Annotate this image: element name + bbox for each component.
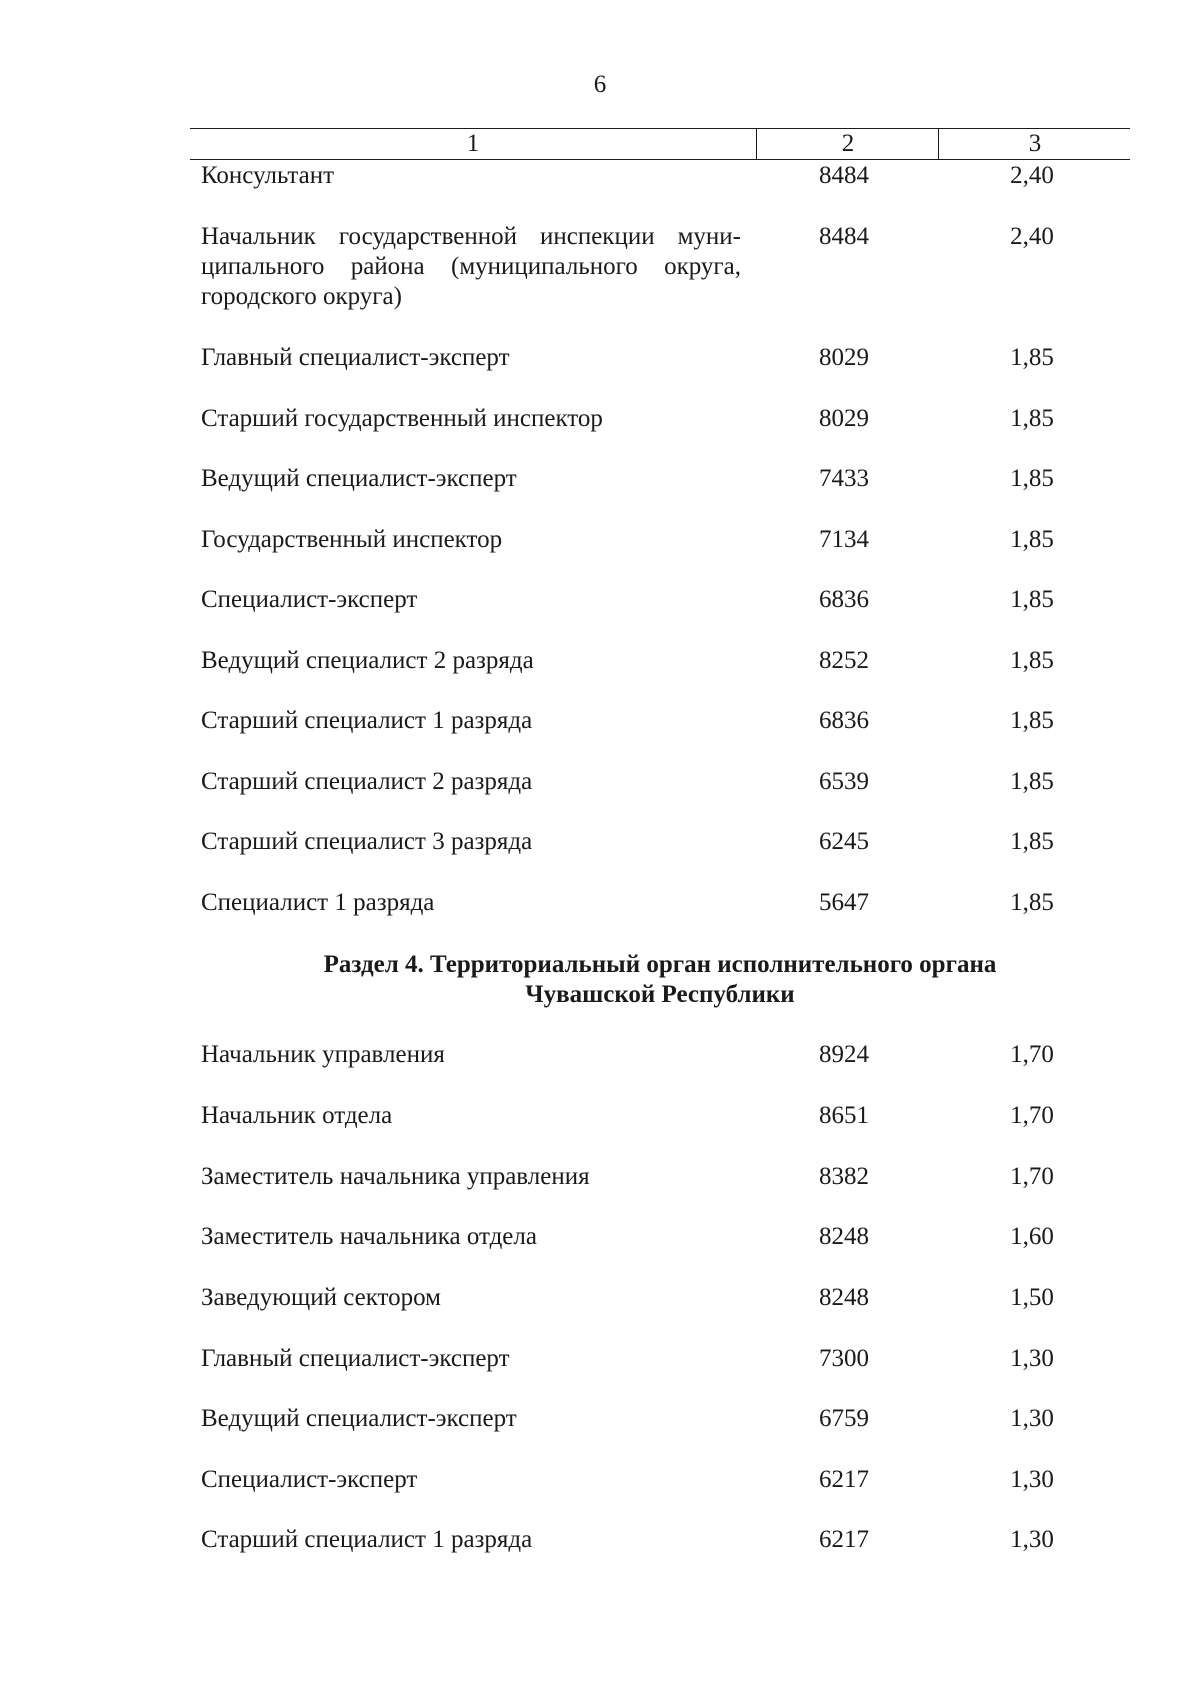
position-name bbox=[201, 767, 741, 797]
coefficient-value: 1,50 bbox=[1010, 1284, 1054, 1311]
position-name-line: Ведущий специалист-эксперт bbox=[201, 1405, 517, 1432]
coefficient-value: 1,30 bbox=[1010, 1405, 1054, 1432]
salary-value: 8924 bbox=[819, 1041, 869, 1068]
section-4-title bbox=[0, 950, 1200, 1010]
position-name bbox=[201, 1222, 741, 1252]
salary-value: 7300 bbox=[819, 1345, 869, 1372]
position-name bbox=[201, 1465, 741, 1495]
position-name bbox=[201, 1162, 741, 1192]
position-name bbox=[201, 827, 741, 857]
position-name-line: Начальник государственной инспекции муни- bbox=[201, 223, 741, 250]
position-name-line: Заведующий сектором bbox=[201, 1284, 441, 1311]
position-name-line: Ведущий специалист-эксперт bbox=[201, 465, 517, 492]
column-header-3: 3 bbox=[938, 129, 1131, 159]
salary-value: 6539 bbox=[819, 768, 869, 795]
salary-value: 7134 bbox=[819, 526, 869, 553]
position-name bbox=[201, 1283, 741, 1313]
position-name-line: Консультант bbox=[201, 162, 335, 189]
salary-value: 6759 bbox=[819, 1405, 869, 1432]
coefficient-value: 1,70 bbox=[1010, 1163, 1054, 1190]
salary-value: 7433 bbox=[819, 465, 869, 492]
coefficient-value: 1,85 bbox=[1010, 828, 1054, 855]
position-name-line: Старший специалист 1 разряда bbox=[201, 1526, 533, 1553]
coefficient-value: 2,40 bbox=[1010, 162, 1054, 189]
salary-value: 8382 bbox=[819, 1163, 869, 1190]
salary-value: 8029 bbox=[819, 344, 869, 371]
position-name-line: Ведущий специалист 2 разряда bbox=[201, 647, 534, 674]
salary-value: 6836 bbox=[819, 586, 869, 613]
column-header-2: 2 bbox=[756, 129, 939, 159]
coefficient-value: 1,60 bbox=[1010, 1223, 1054, 1250]
position-name-line: Старший специалист 1 разряда bbox=[201, 707, 533, 734]
page-number: 6 bbox=[593, 71, 607, 98]
coefficient-value: 1,85 bbox=[1010, 344, 1054, 371]
coefficient-value: 1,85 bbox=[1010, 526, 1054, 553]
coefficient-value: 1,85 bbox=[1010, 647, 1054, 674]
position-name bbox=[201, 1344, 741, 1374]
section-4-title-line-2: Чувашской Республики bbox=[525, 981, 795, 1008]
position-name bbox=[201, 525, 741, 555]
position-name-line: Заместитель начальника управления bbox=[201, 1163, 590, 1190]
salary-value: 8248 bbox=[819, 1284, 869, 1311]
coefficient-value: 1,30 bbox=[1010, 1345, 1054, 1372]
salary-value: 5647 bbox=[819, 889, 869, 916]
position-name-line: Старший специалист 3 разряда bbox=[201, 828, 533, 855]
salary-value: 8248 bbox=[819, 1223, 869, 1250]
coefficient-value: 1,30 bbox=[1010, 1526, 1054, 1553]
position-name bbox=[201, 1101, 741, 1131]
section-4-title-line-1: Раздел 4. Территориальный орган исполнительного органа bbox=[323, 951, 997, 978]
coefficient-value: 1,85 bbox=[1010, 707, 1054, 734]
salary-value: 8484 bbox=[819, 223, 869, 250]
salary-value: 6245 bbox=[819, 828, 869, 855]
position-name-line: Специалист-эксперт bbox=[201, 1466, 418, 1493]
position-name bbox=[201, 888, 741, 918]
position-name bbox=[201, 343, 741, 373]
position-name bbox=[201, 161, 741, 191]
salary-value: 8651 bbox=[819, 1102, 869, 1129]
position-name-line: Главный специалист-эксперт bbox=[201, 344, 510, 371]
position-name-line: Специалист-эксперт bbox=[201, 586, 418, 613]
coefficient-value: 1,30 bbox=[1010, 1466, 1054, 1493]
salary-value: 6217 bbox=[819, 1526, 869, 1553]
position-name-line: Заместитель начальника отдела bbox=[201, 1223, 537, 1250]
position-name-line: Главный специалист-эксперт bbox=[201, 1345, 510, 1372]
position-name bbox=[201, 464, 741, 494]
position-name-line: Старший специалист 2 разряда bbox=[201, 768, 533, 795]
coefficient-value: 1,85 bbox=[1010, 889, 1054, 916]
coefficient-value: 2,40 bbox=[1010, 223, 1054, 250]
position-name-line: городского округа) bbox=[201, 283, 402, 310]
position-name bbox=[201, 1404, 741, 1434]
position-name-line: Начальник отдела bbox=[201, 1102, 393, 1129]
position-name bbox=[201, 646, 741, 676]
salary-value: 8252 bbox=[819, 647, 869, 674]
position-name bbox=[201, 404, 741, 434]
position-name bbox=[201, 1525, 741, 1555]
position-name-line: Специалист 1 разряда bbox=[201, 889, 435, 916]
coefficient-value: 1,85 bbox=[1010, 405, 1054, 432]
coefficient-value: 1,85 bbox=[1010, 768, 1054, 795]
coefficient-value: 1,70 bbox=[1010, 1041, 1054, 1068]
coefficient-value: 1,85 bbox=[1010, 586, 1054, 613]
table-header bbox=[190, 128, 1130, 160]
salary-value: 8484 bbox=[819, 162, 869, 189]
position-name-line: Государственный инспектор bbox=[201, 526, 503, 553]
position-name bbox=[201, 1040, 741, 1070]
salary-value: 8029 bbox=[819, 405, 869, 432]
salary-value: 6217 bbox=[819, 1466, 869, 1493]
position-name bbox=[201, 222, 741, 312]
position-name-line: ципального района (муниципального округа, bbox=[201, 253, 741, 280]
position-name-line: Начальник управления bbox=[201, 1041, 445, 1068]
coefficient-value: 1,70 bbox=[1010, 1102, 1054, 1129]
column-header-1: 1 bbox=[466, 130, 480, 157]
position-name bbox=[201, 706, 741, 736]
position-name bbox=[201, 585, 741, 615]
salary-value: 6836 bbox=[819, 707, 869, 734]
coefficient-value: 1,85 bbox=[1010, 465, 1054, 492]
position-name-line: Старший государственный инспектор bbox=[201, 405, 603, 432]
